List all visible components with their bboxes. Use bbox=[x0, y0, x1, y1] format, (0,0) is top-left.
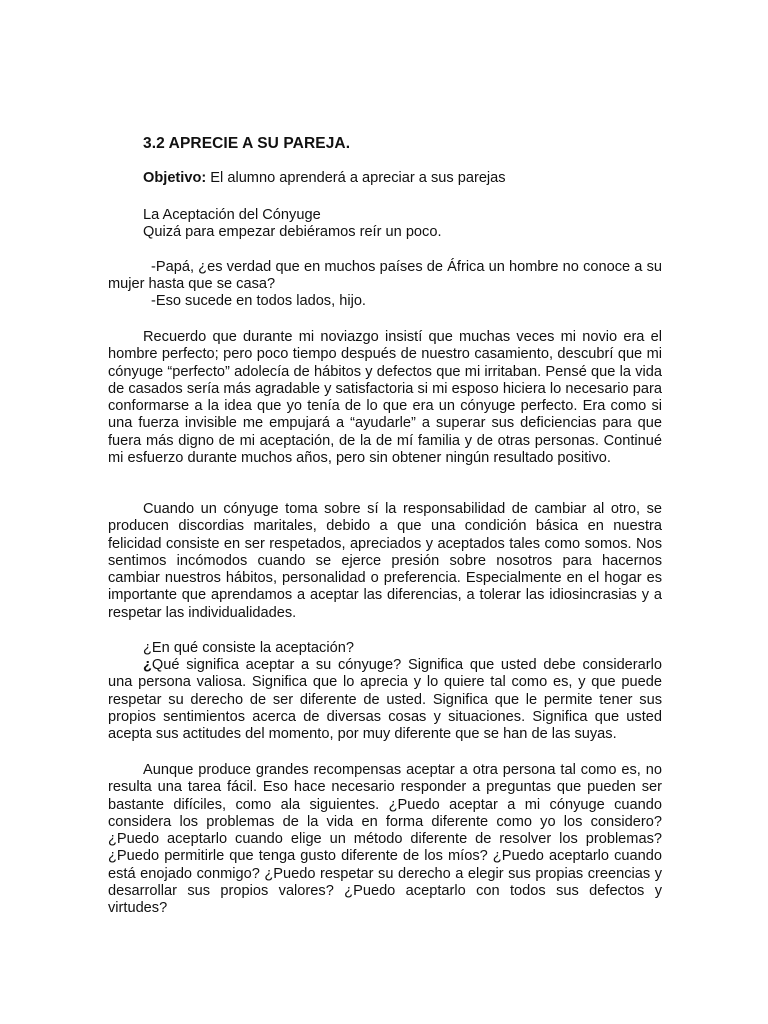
paragraph-3-lead: ¿ bbox=[143, 657, 152, 673]
acceptance-question: ¿En qué consiste la aceptación? bbox=[143, 640, 354, 656]
objective-text: El alumno aprenderá a apreciar a sus parejas bbox=[206, 170, 506, 186]
paragraph-3 bbox=[108, 657, 662, 743]
paragraph-2: Cuando un cónyuge toma sobre sí la responsabilidad de cambiar al otro, se producen discordias maritales, debido a que una condición básica en nuestra felicidad consiste en ser respetados, apreciados y aceptados tales como somos. Nos sentimos incómodos cuando se ejerce presión sobre nosotros para hacernos cambiar nuestros hábitos, personalidad o preferencia. Especialmente en el hogar es importante que aprendamos a aceptar las diferencias, a tolerar las idiosincrasias y a respetar las individualidades. bbox=[108, 501, 662, 621]
joke-question: -Papá, ¿es verdad que en muchos países de África un hombre no conoce a su mujer hasta que se casa? bbox=[108, 259, 662, 293]
section-heading: 3.2 APRECIE A SU PAREJA. bbox=[143, 135, 351, 152]
paragraph-3-text: Qué significa aceptar a su cónyuge? Significa que usted debe considerarlo una persona valiosa. Significa que lo aprecia y lo quiere tal como es, y que puede respetar su derecho de ser diferente de usted. Significa que le permite tener sus propios sentimientos acerca de diversas cosas y situaciones. Significa que usted acepta sus actitudes del momento, por muy diferente que se han de las suyas. bbox=[108, 657, 662, 743]
objective-line bbox=[143, 170, 663, 187]
intro-title: La Aceptación del Cónyuge bbox=[143, 207, 321, 223]
paragraph-4: Aunque produce grandes recompensas aceptar a otra persona tal como es, no resulta una tarea fácil. Eso hace necesario responder a preguntas que pueden ser bastante difíciles, como ala siguientes. ¿Puedo aceptar a mi cónyuge cuando considera los problemas de la vida en forma diferente como yo los considero? ¿Puedo aceptarlo cuando elige un método diferente de resolver los problemas? ¿Puedo permitirle que tenga gusto diferente de los míos? ¿Puedo aceptarlo cuando está enojado conmigo? ¿Puedo respetar su derecho a elegir sus propias creencias y desarrollar sus propios valores? ¿Puedo aceptarlo con todos sus defectos y virtudes? bbox=[108, 762, 662, 917]
joke-answer: -Eso sucede en todos lados, hijo. bbox=[151, 293, 366, 309]
paragraph-1: Recuerdo que durante mi noviazgo insistí que muchas veces mi novio era el hombre perfecto; pero poco tiempo después de nuestro casamiento, descubrí que mi cónyuge “perfecto” adolecía de hábitos y defectos que mi irritaban. Pensé que la vida de casados sería más agradable y satisfactoria si mi esposo hiciera lo necesario para conformarse a la idea que yo tenía de lo que era un cónyuge perfecto. Era como si una fuerza invisible me empujará a “ayudarle” a superar sus deficiencias para que fuera más digno de mi aceptación, de la de mí familia y de otras personas. Continué mi esfuerzo durante muchos años, pero sin obtener ningún resultado positivo. bbox=[108, 329, 662, 467]
intro-text: Quizá para empezar debiéramos reír un poco. bbox=[143, 224, 442, 240]
objective-label: Objetivo: bbox=[143, 170, 207, 186]
